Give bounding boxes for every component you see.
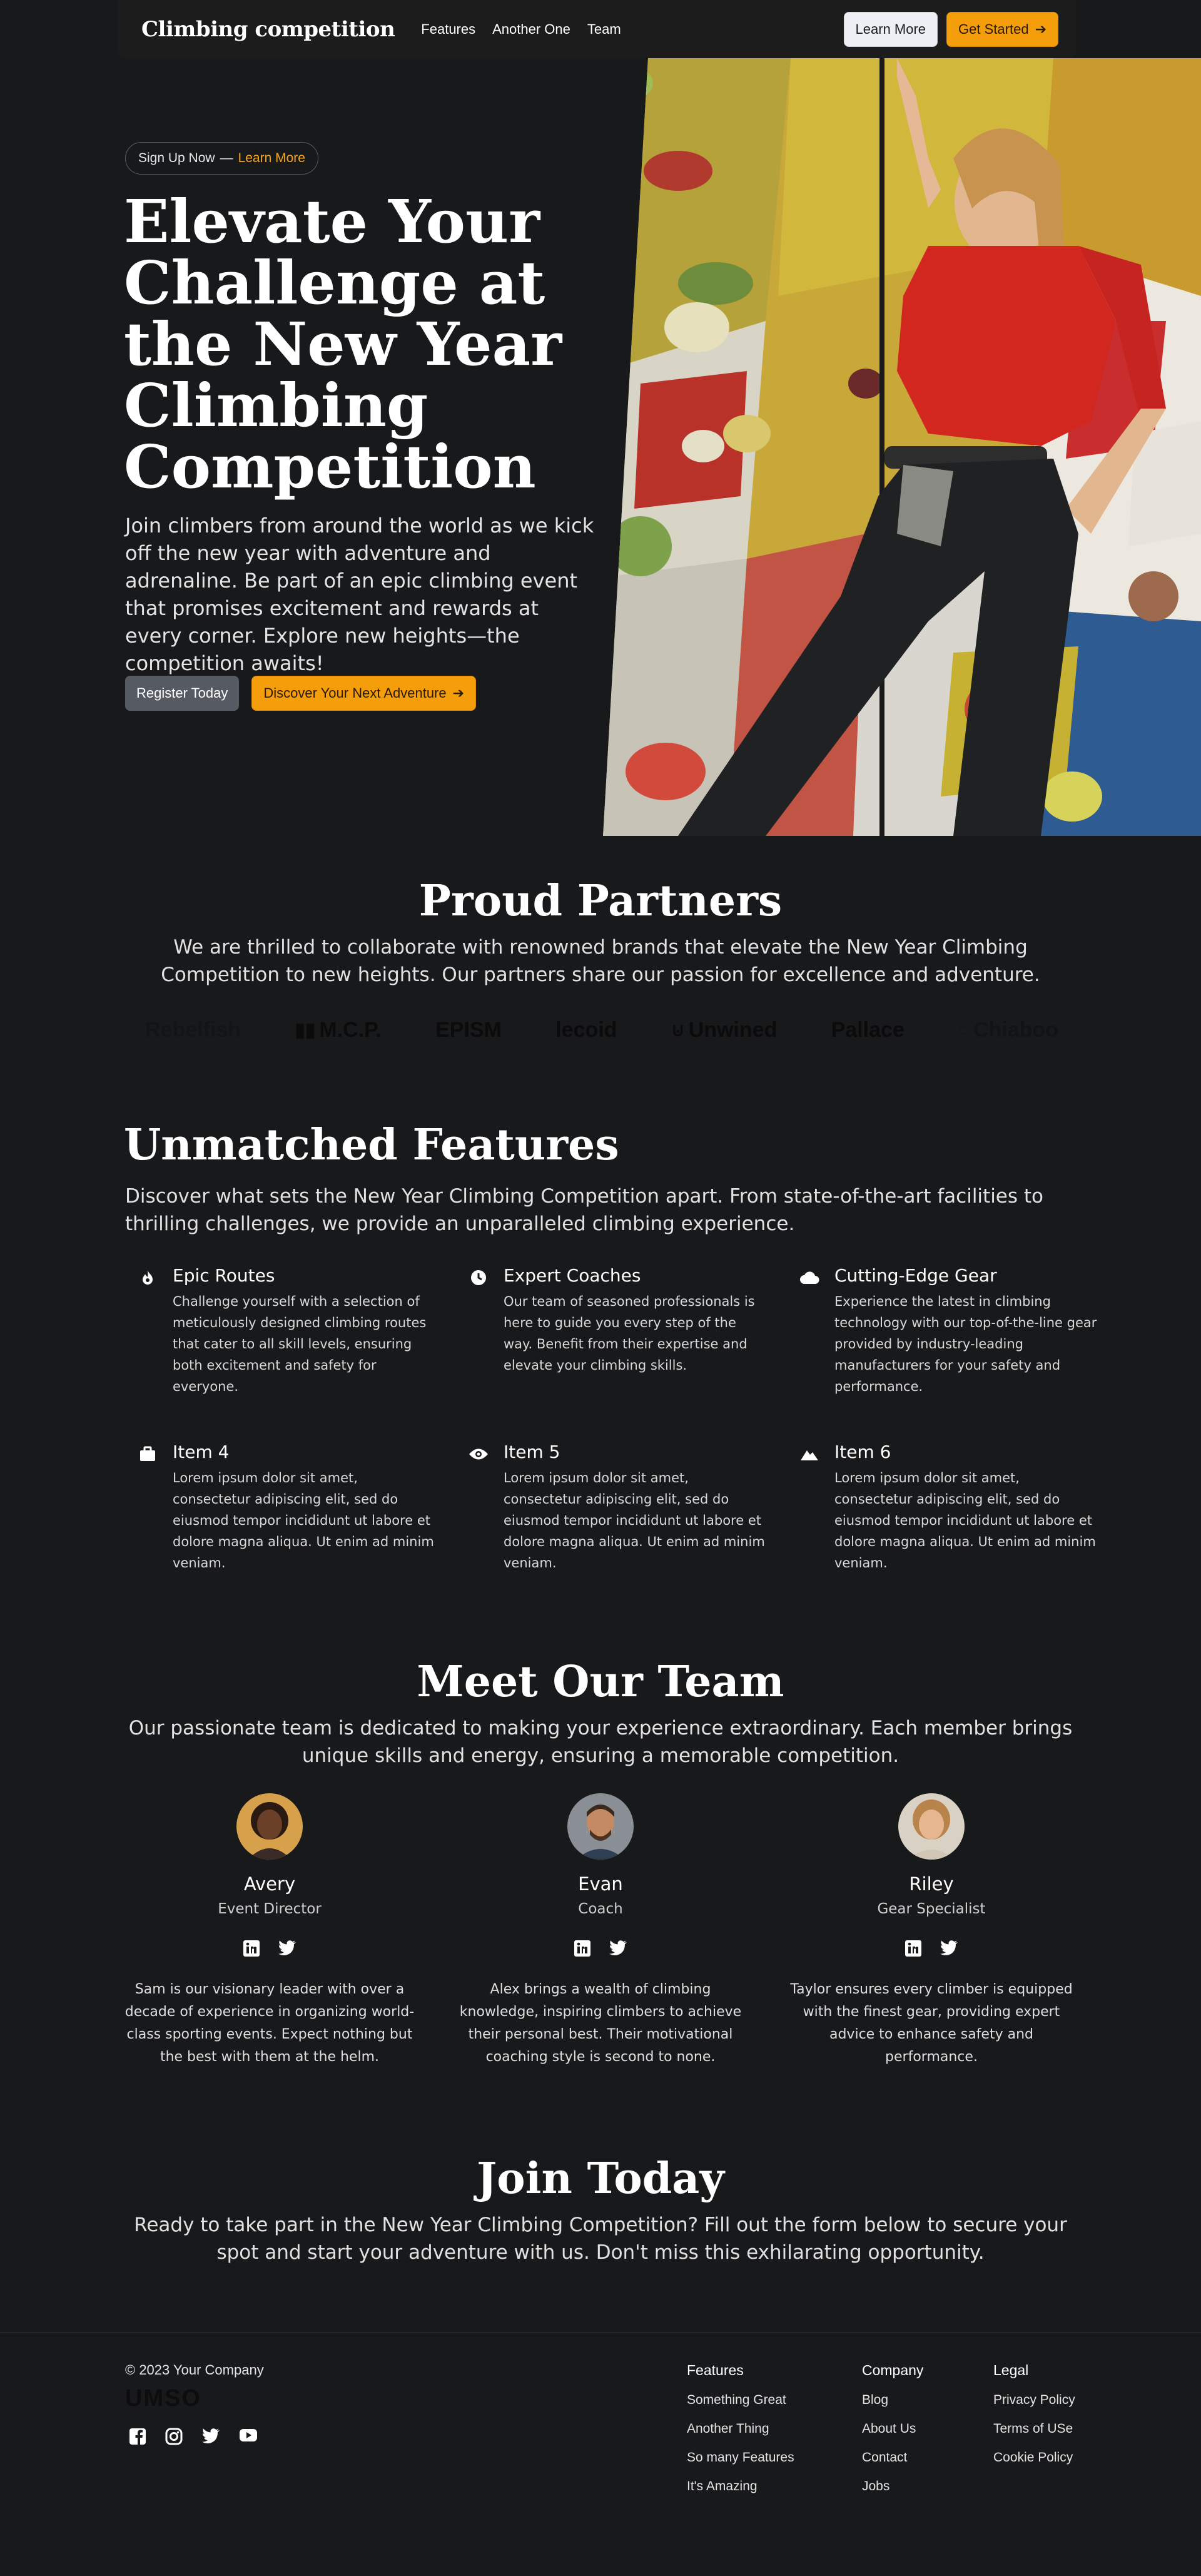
team-member-card xyxy=(123,1793,417,2069)
partners-title: Proud Partners xyxy=(418,876,783,926)
get-started-label: Get Started xyxy=(958,21,1029,37)
dotted-circle-icon: ◌ xyxy=(958,1019,970,1040)
partner-logo-lecoid: lecoid xyxy=(555,1017,617,1042)
member-bio: Sam is our visionary leader with over a decade of experience in organizing world-class sporting events. Expect nothing but the best with them at the helm. xyxy=(124,1982,415,2065)
hero-title: Elevate Your Challenge at the New Year Climbing Competition xyxy=(124,187,562,502)
feature-item xyxy=(504,1265,766,1376)
pill-text: Sign Up Now xyxy=(138,151,215,165)
footer-link[interactable]: Another Thing xyxy=(687,2421,769,2436)
member-role: Event Director xyxy=(218,1901,322,1917)
eye-icon xyxy=(466,1442,491,1467)
register-label: Register Today xyxy=(136,685,228,701)
hero-description: Join climbers from around the world as we kick off the new year with adventure and adrenaline. Be part of an epic climbing event that promises excitement and rewards at every corner. Explore new heights—the competition awaits! xyxy=(125,514,594,675)
member-socials xyxy=(123,1940,417,1957)
partner-logo-rebelfish: Rebelfish xyxy=(145,1017,241,1042)
feature-title: Epic Routes xyxy=(173,1265,275,1286)
footer-link[interactable]: About Us xyxy=(862,2421,916,2436)
footer-link[interactable]: Privacy Policy xyxy=(993,2393,1075,2407)
bars-icon: ▮▮ xyxy=(295,1019,316,1041)
nav-link-features[interactable]: Features xyxy=(421,21,476,37)
partner-logo-pallace: Pallace xyxy=(831,1017,905,1042)
twitter-icon[interactable] xyxy=(201,2428,220,2445)
facebook-icon[interactable] xyxy=(129,2428,146,2445)
discover-adventure-button[interactable] xyxy=(251,676,476,711)
footer-column-features xyxy=(687,2362,794,2508)
clock-icon xyxy=(466,1265,491,1290)
twitter-icon[interactable] xyxy=(940,1940,958,1957)
feature-title: Item 4 xyxy=(173,1442,230,1462)
feature-title: Cutting-Edge Gear xyxy=(834,1265,997,1286)
feature-title: Item 6 xyxy=(834,1442,891,1462)
feature-item xyxy=(834,1442,1097,1574)
feature-title: Expert Coaches xyxy=(504,1265,641,1286)
linkedin-icon[interactable] xyxy=(243,1940,260,1957)
feature-text: Our team of seasoned professionals is here to guide you every step of the way. Benefit from their expertise and elevate your climbing skills. xyxy=(504,1294,755,1373)
fire-icon xyxy=(135,1265,160,1290)
footer-link[interactable]: It's Amazing xyxy=(687,2479,758,2493)
partner-logo-epism: EPISM xyxy=(435,1017,502,1042)
feature-item xyxy=(173,1442,435,1574)
avatar xyxy=(898,1793,965,1860)
partner-logo-chiaboo-label: Chiaboo xyxy=(973,1017,1058,1042)
cloud-icon xyxy=(797,1265,822,1290)
discover-label: Discover Your Next Adventure xyxy=(263,685,447,701)
member-role: Gear Specialist xyxy=(877,1901,986,1917)
linkedin-icon[interactable] xyxy=(574,1940,591,1957)
partner-logo-mcp xyxy=(295,1018,382,1042)
partner-logo-unwined xyxy=(671,1018,778,1042)
partner-logos xyxy=(145,1014,1058,1046)
footer-copyright: © 2023 Your Company xyxy=(125,2362,264,2378)
partners-subtitle: We are thrilled to collaborate with renowned brands that elevate the New Year Climbing Competition to new heights. Our partners share our passion for excellence and adventure. xyxy=(161,936,1040,986)
footer-link[interactable]: Terms of USe xyxy=(993,2421,1073,2436)
cup-icon: ⊍ xyxy=(671,1019,685,1041)
member-bio: Taylor ensures every climber is equipped with the finest gear, providing expert advice to enhance safety and performance. xyxy=(790,1982,1073,2065)
feature-item xyxy=(834,1265,1097,1397)
member-name: Riley xyxy=(909,1873,954,1895)
instagram-icon[interactable] xyxy=(165,2428,183,2445)
feature-title: Item 5 xyxy=(504,1442,560,1462)
partner-logo-mcp-label: M.C.P. xyxy=(319,1017,382,1042)
linkedin-icon[interactable] xyxy=(905,1940,922,1957)
feature-text: Lorem ipsum dolor sit amet, consectetur adipiscing elit, sed do eiusmod tempor incididunt ut labore et dolore magna aliqua. Ut enim ad minim veniam. xyxy=(834,1470,1096,1571)
footer-column-company xyxy=(862,2362,923,2508)
features-subtitle: Discover what sets the New Year Climbing Competition apart. From state-of-the-art facilities to thrilling challenges, we provide an unparalleled climbing experience. xyxy=(125,1185,1044,1235)
learn-more-button[interactable] xyxy=(844,12,938,47)
member-role: Coach xyxy=(578,1901,623,1917)
member-name: Avery xyxy=(243,1873,296,1895)
youtube-icon[interactable] xyxy=(239,2428,258,2445)
nav-link-another-one[interactable]: Another One xyxy=(492,21,570,37)
footer-link[interactable]: Blog xyxy=(862,2393,889,2407)
twitter-icon[interactable] xyxy=(278,1940,296,1957)
pill-learn-more-link[interactable]: Learn More xyxy=(238,151,305,165)
footer-column-title: Features xyxy=(687,2362,744,2378)
avatar xyxy=(567,1793,634,1860)
footer-column-title: Company xyxy=(862,2362,924,2378)
footer-link[interactable]: So many Features xyxy=(687,2450,794,2465)
arrow-right-icon: ➔ xyxy=(1035,21,1046,37)
partner-logo-chiaboo xyxy=(958,1018,1058,1042)
team-title: Meet Our Team xyxy=(417,1657,784,1707)
join-subtitle: Ready to take part in the New Year Climbing Competition? Fill out the form below to secure your spot and start your adventure with us. Don't miss this exhilarating opportunity. xyxy=(134,2214,1067,2264)
footer-logo[interactable]: UMSO xyxy=(125,2385,201,2411)
register-today-button[interactable] xyxy=(125,676,239,711)
briefcase-icon xyxy=(135,1442,160,1467)
footer-socials xyxy=(129,2428,276,2445)
brand-logo[interactable]: Climbing competition xyxy=(141,16,395,42)
pill-dash: — xyxy=(220,151,233,165)
footer-column-title: Legal xyxy=(993,2362,1029,2378)
twitter-icon[interactable] xyxy=(609,1940,627,1957)
footer-link[interactable]: Something Great xyxy=(687,2393,786,2407)
learn-more-label: Learn More xyxy=(855,21,926,37)
avatar xyxy=(236,1793,303,1860)
features-title: Unmatched Features xyxy=(124,1120,619,1170)
footer-link[interactable]: Jobs xyxy=(862,2479,890,2493)
feature-text: Lorem ipsum dolor sit amet, consectetur adipiscing elit, sed do eiusmod tempor incididunt ut labore et dolore magna aliqua. Ut enim ad minim veniam. xyxy=(504,1470,765,1571)
nav-link-team[interactable]: Team xyxy=(587,21,621,37)
footer-column-legal xyxy=(993,2362,1075,2479)
footer-link[interactable]: Contact xyxy=(862,2450,908,2465)
team-member-card xyxy=(784,1793,1078,2069)
hero-climber-image xyxy=(603,58,1201,836)
signup-pill[interactable] xyxy=(125,142,318,175)
hero-buttons xyxy=(125,676,476,711)
team-member-card xyxy=(454,1793,747,2069)
climbing-wall-illustration xyxy=(603,58,1201,836)
member-socials xyxy=(784,1940,1078,1957)
mountain-icon xyxy=(797,1442,822,1467)
footer-link[interactable]: Cookie Policy xyxy=(993,2450,1073,2465)
feature-text: Lorem ipsum dolor sit amet, consectetur adipiscing elit, sed do eiusmod tempor incididunt ut labore et dolore magna aliqua. Ut enim ad minim veniam. xyxy=(173,1470,434,1571)
member-socials xyxy=(454,1940,747,1957)
feature-item xyxy=(504,1442,766,1574)
feature-text: Experience the latest in climbing technology with our top-of-the-line gear provided by industry-leading manufacturers for your safety and performance. xyxy=(834,1294,1097,1394)
partner-logo-unwined-label: Unwined xyxy=(688,1017,778,1042)
feature-item xyxy=(173,1265,435,1397)
arrow-right-icon: ➔ xyxy=(452,685,465,701)
top-navbar xyxy=(118,0,1076,58)
get-started-button[interactable] xyxy=(946,12,1058,47)
feature-text: Challenge yourself with a selection of meticulously designed climbing routes that cater to all skill levels, ensuring both excitement and safety for everyone. xyxy=(173,1294,427,1394)
member-name: Evan xyxy=(578,1873,623,1895)
join-title: Join Today xyxy=(477,2154,724,2204)
team-subtitle: Our passionate team is dedicated to making your experience extraordinary. Each member brings unique skills and energy, ensuring a memorable competition. xyxy=(128,1717,1073,1767)
member-bio: Alex brings a wealth of climbing knowledge, inspiring climbers to achieve their personal best. Their motivational coaching style is second to none. xyxy=(459,1982,742,2065)
